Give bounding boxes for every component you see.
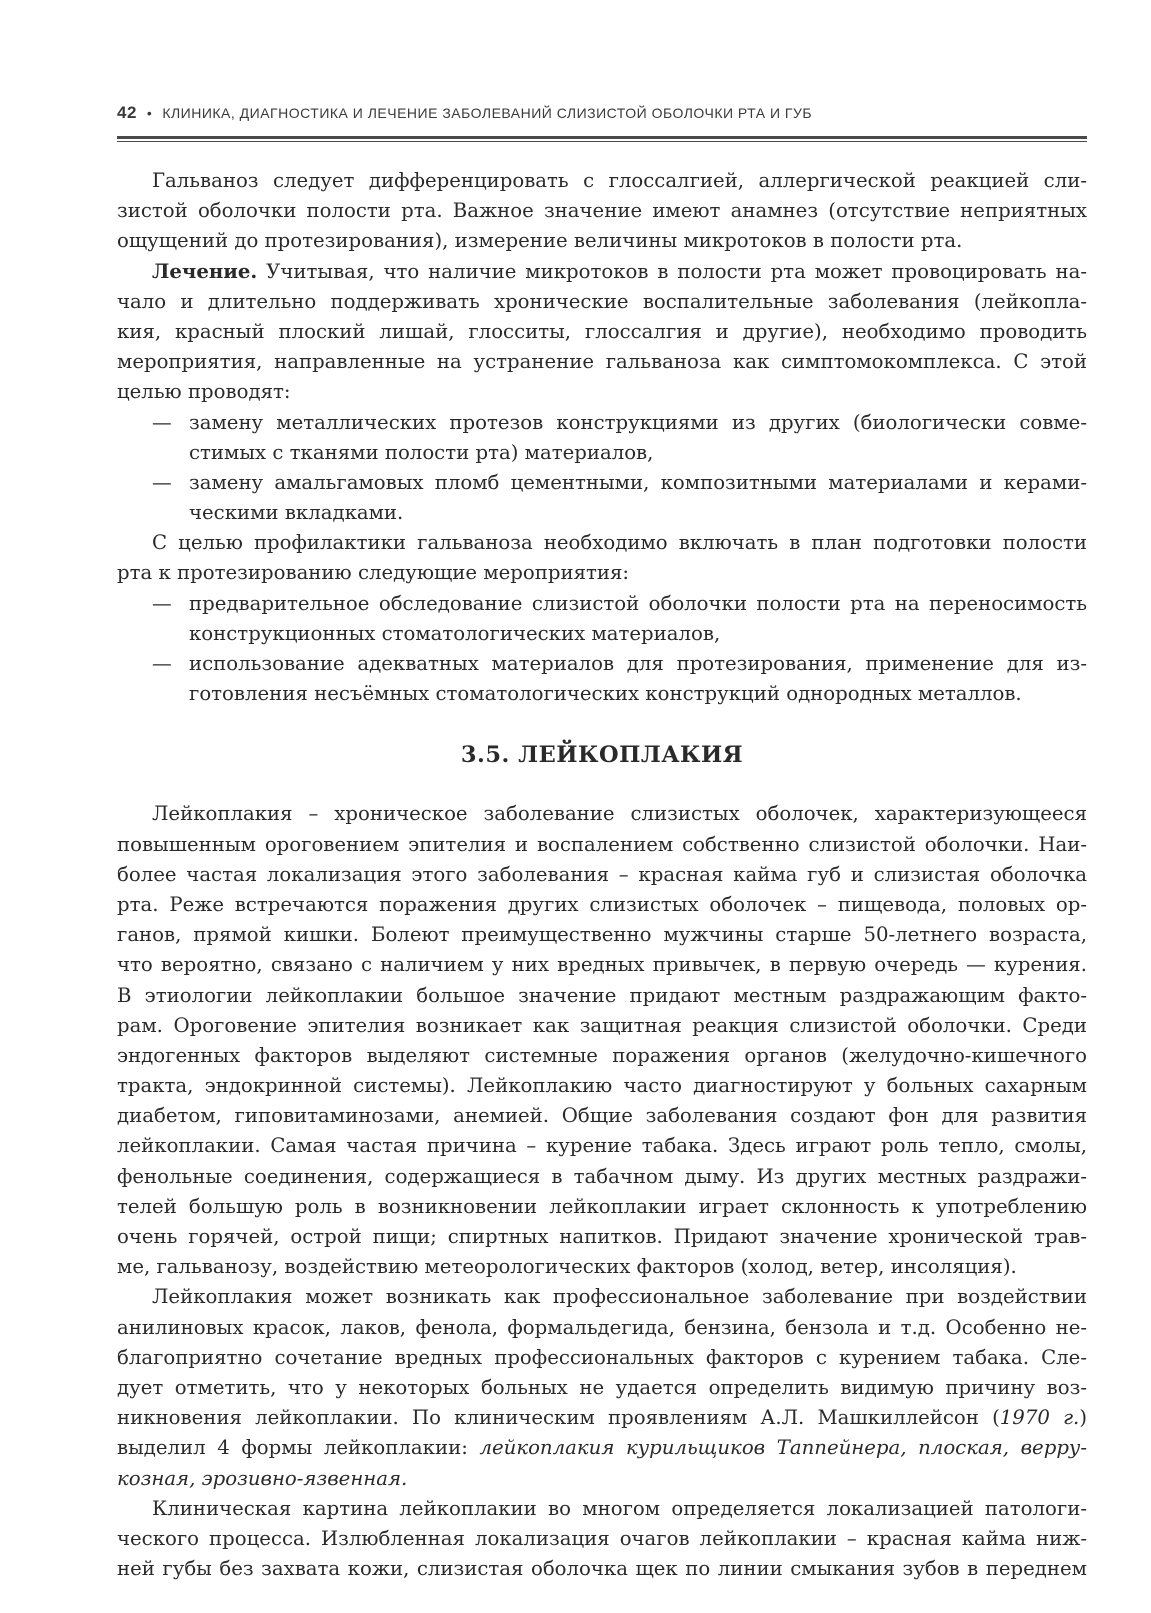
dash-bullet: — <box>152 591 172 615</box>
paragraph-clinical-picture <box>117 1494 1087 1585</box>
section-heading: 3.5. ЛЕЙКОПЛАКИЯ <box>460 742 744 769</box>
text-line: конструкционных стоматологических материалов, <box>189 621 721 645</box>
prevention-list <box>117 589 1087 710</box>
text-line <box>117 1464 1087 1494</box>
text-line: благоприятно сочетание вредных профессиональных факторов с курением табака. Сле- <box>117 1345 1087 1369</box>
text-line: лейкоплакии. Самая частая причина – курение табака. Здесь играют роль тепло, смолы, <box>117 1134 1087 1158</box>
header-rule-thick <box>117 136 1087 139</box>
text-line: ческого процесса. Излюбленная локализация очагов лейкоплакии – красная кайма ниж- <box>117 1526 1087 1550</box>
running-header <box>117 103 1087 123</box>
year-citation: 1970 г. <box>999 1406 1080 1430</box>
dash-bullet: — <box>152 470 172 494</box>
paragraph-occupational <box>117 1282 1087 1493</box>
list-item <box>117 408 1087 468</box>
text-line: выделил 4 формы лейкоплакии: лейкоплакия курильщиков Таппейнера, плоская, верру- <box>117 1436 1087 1460</box>
text-line: чало и длительно поддерживать хронические воспалительные заболевания (лейкопла- <box>117 289 1087 313</box>
text-line: ощущений до протезирования), измерение величины микротоков в полости рта. <box>117 229 963 253</box>
leukoplakia-forms-end: козная, эрозивно-язвенная. <box>117 1466 408 1490</box>
leukoplakia-forms: лейкоплакия курильщиков Таппейнера, плоская, верру- <box>479 1436 1087 1460</box>
text-line: тракта, эндокринной системы). Лейкоплакию часто диагностируют у больных сахарным <box>117 1074 1087 1098</box>
header-title: КЛИНИКА, ДИАГНОСТИКА И ЛЕЧЕНИЕ ЗАБОЛЕВАНИЙ СЛИЗИСТОЙ ОБОЛОЧКИ РТА И ГУБ <box>162 105 813 121</box>
text-line: рта к протезированию следующие мероприятия: <box>117 561 630 585</box>
text-line: Гальваноз следует дифференцировать с глоссалгией, аллергической реакцией сли- <box>152 169 1087 192</box>
paragraph-prevention <box>117 528 1087 588</box>
text-line: анилиновых красок, лаков, фенола, формальдегида, бензина, бензола и т.д. Особенно не- <box>117 1315 1087 1339</box>
text-line: мероприятия, направленные на устранение гальваноза как симптомокомплекса. С этой <box>117 350 1087 374</box>
text-line: Клиническая картина лейкоплакии во многом определяется локализацией патологи- <box>152 1496 1087 1520</box>
text-line: С целью профилактики гальваноза необходимо включать в план подготовки полости <box>152 531 1087 555</box>
text-line: ганов, прямой кишки. Болеют преимущественно мужчины старше 50-летнего возраста, <box>117 923 1087 947</box>
treatment-label: Лечение. <box>152 259 258 283</box>
treatment-list <box>117 408 1087 529</box>
page-body <box>117 166 1087 1584</box>
list-item <box>117 589 1087 649</box>
text-line: рта. Реже встречаются поражения других слизистых оболочек – пищевода, половых ор- <box>117 892 1087 916</box>
header-bullet: • <box>146 105 153 121</box>
text-line: диабетом, гиповитаминозами, анемией. Общие заболевания создают фон для развития <box>117 1104 1087 1128</box>
text-line: кия, красный плоский лишай, глосситы, глоссалгия и другие), необходимо проводить <box>117 319 1087 343</box>
text-line: — замену металлических протезов конструкциями из других (биологически совме- <box>117 408 1087 438</box>
text-line: целью проводят: <box>117 380 291 404</box>
text-line: Лейкоплакия – хроническое заболевание слизистых оболочек, характеризующееся <box>152 802 1087 826</box>
text-line: — предварительное обследование слизистой оболочки полости рта на переносимость <box>117 589 1087 619</box>
text-line: более частая локализация этого заболевания – красная кайма губ и слизистая оболочка <box>117 862 1087 886</box>
dash-bullet: — <box>152 652 172 675</box>
text-line: ческими вкладками. <box>189 501 404 525</box>
text-line: готовления несъёмных стоматологических конструкций однородных металлов. <box>189 682 1022 706</box>
text-line: телей большую роль в возникновении лейкоплакии играет склонность к употреблению <box>117 1194 1087 1218</box>
text-line: стимых с тканями полости рта) материалов, <box>189 440 654 464</box>
dash-bullet: — <box>152 410 172 434</box>
text-line: — замену амальгамовых пломб цементными, композитными материалами и керами- <box>117 468 1087 498</box>
text-line: фенольные соединения, содержащиеся в табачном дыму. Из других местных раздражи- <box>117 1164 1087 1188</box>
paragraph-galvanosis-differential <box>117 166 1087 257</box>
paragraph-treatment <box>117 257 1087 408</box>
list-item <box>117 468 1087 528</box>
page-number: 42 <box>117 103 137 122</box>
text-line: — использование адекватных материалов для протезирования, применение для из- <box>117 649 1087 679</box>
text-line: В этиологии лейкоплакии большое значение придают местным раздражающим факто- <box>117 983 1087 1007</box>
text-line: никновения лейкоплакии. По клиническим проявлениям А.Л. Машкиллейсон (1970 г.) <box>117 1406 1087 1430</box>
header-rule-thin <box>117 141 1087 142</box>
text-line: очень горячей, острой пищи; спиртных напитков. Придают значение хронической трав- <box>117 1225 1087 1248</box>
text-line: повышенным ороговением эпителия и воспалением собственно слизистой оболочки. Наи- <box>117 832 1087 856</box>
text-line: что вероятно, связано с наличием у них вредных привычек, в первую очередь — курения. <box>117 953 1087 977</box>
text-line: Лейкоплакия может возникать как профессиональное заболевание при воздействии <box>152 1285 1087 1309</box>
text-line: Лечение. Учитывая, что наличие микротоков в полости рта может провоцировать на- <box>152 259 1087 283</box>
text-line: ней губы без захвата кожи, слизистая оболочка щек по линии смыкания зубов в переднем <box>117 1557 1087 1581</box>
paragraph-leukoplakia-definition <box>117 799 1087 1282</box>
text-line: ме, гальванозу, воздействию метеорологических факторов (холод, ветер, инсоляция). <box>117 1255 1017 1279</box>
text-line: эндогенных факторов выделяют системные поражения органов (желудочно-кишечного <box>117 1043 1087 1067</box>
list-item <box>117 649 1087 709</box>
text-line: зистой оболочки полости рта. Важное значение имеют анамнез (отсутствие неприятных <box>117 199 1087 223</box>
text-line: рам. Ороговение эпителия возникает как защитная реакция слизистой оболочки. Среди <box>117 1013 1087 1037</box>
text-line: дует отметить, что у некоторых больных не удается определить видимую причину воз- <box>117 1375 1087 1399</box>
